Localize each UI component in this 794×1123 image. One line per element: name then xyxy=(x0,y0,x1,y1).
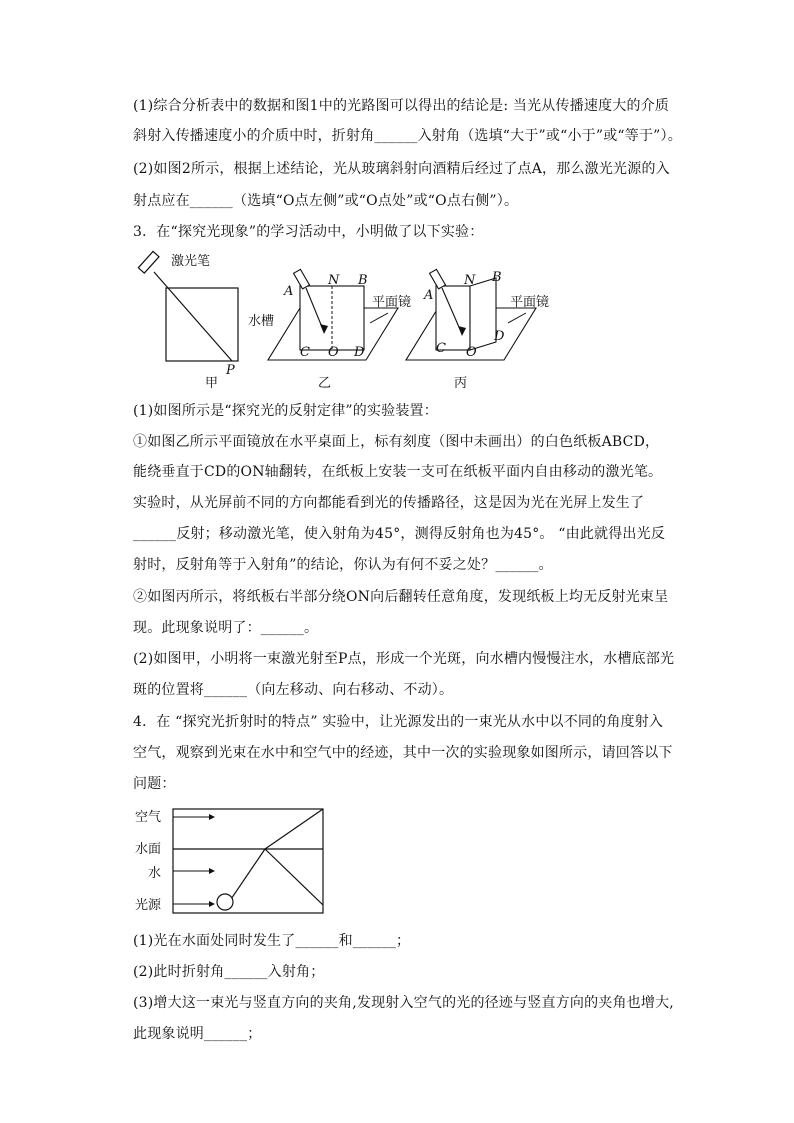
water-pointer-arrowhead xyxy=(209,868,215,874)
water-surface-label: 水面 xyxy=(135,842,162,857)
figure-jia-caption: 甲 xyxy=(205,376,219,391)
q3-s1a-line3: 实验时，从光屏前不同的方向都能看到光的传播路径，这是因为光在光屏上发生了 xyxy=(133,495,645,511)
tank-label: 水槽 xyxy=(248,314,275,329)
q4-a2: (2)此时折射角______入射角； xyxy=(133,964,325,980)
air-label: 空气 xyxy=(135,810,162,825)
q4-a3-line1: (3)增大这一束光与竖直方向的夹角,发现射入空气的光的径迹与竖直方向的夹角也增大, xyxy=(133,995,674,1011)
label-C: C xyxy=(436,341,446,356)
q3-s1a-line4: ______反射；移动激光笔，使入射角为45°，测得反射角也为45°。 “由此就得出光反 xyxy=(133,526,666,542)
q3-s2-line1: (2)如图甲，小明将一束激光射至P点，形成一个光斑，向水槽内慢慢注水，水槽底部光 xyxy=(133,651,675,667)
laser-pen xyxy=(138,251,159,273)
label-C: C xyxy=(300,345,310,360)
label-O: O xyxy=(328,345,339,360)
q3-s1a-line5: 射时，反射角等于入射角”的结论，你认为有何不妥之处？______。 xyxy=(133,557,553,573)
point-P-label: P xyxy=(226,363,235,378)
q3-s1: (1)如图所示是“探究光的反射定律”的实验装置： xyxy=(133,403,438,419)
q4-title-line2: 空气，观察到光束在水中和空气中的经迹，其中一次的实验现象如图所示，请回答以下 xyxy=(133,745,673,761)
q3-s2-line2: 斑的位置将______（向左移动、向右移动、不动）。 xyxy=(133,682,454,698)
label-N: N xyxy=(328,273,340,288)
air-pointer-arrowhead xyxy=(209,814,215,820)
q2-part2-line2: 射点应在______（选填“O点左侧”或“O点处”或“O点右侧”）。 xyxy=(133,193,519,209)
figure-yi xyxy=(262,268,412,392)
laser-label: 激光笔 xyxy=(171,254,211,269)
q3-s1b-line2: 现。此现象说明了：______。 xyxy=(133,620,319,636)
water-label: 水 xyxy=(148,866,162,881)
refraction-figure xyxy=(133,805,328,917)
label-A: A xyxy=(424,288,434,303)
source-pointer-arrowhead xyxy=(209,901,215,907)
q3-s1b-line1: ②如图丙所示，将纸板右半部分绕ON向后翻转任意角度，发现纸板上均无反射光束呈 xyxy=(133,589,669,605)
label-O: O xyxy=(466,345,477,360)
q4-a3-line2: 此现象说明______； xyxy=(133,1026,262,1042)
label-D: D xyxy=(494,329,505,344)
mirror-label-pointer xyxy=(508,313,526,323)
label-B: B xyxy=(492,270,502,285)
water-tank-box xyxy=(166,288,238,361)
mirror-label: 平面镜 xyxy=(510,295,550,310)
label-N: N xyxy=(464,273,476,288)
label-A: A xyxy=(284,284,294,299)
q4-title-line1: 4．在 “探究光折射时的特点” 实验中，让光源发出的一束光从水中以不同的角度射入 xyxy=(133,714,664,730)
q4-title-line3: 问题： xyxy=(133,776,176,792)
label-B: B xyxy=(358,273,368,288)
label-D: D xyxy=(354,345,365,360)
incident-ray xyxy=(227,849,265,905)
q3-s1a-line2: 能绕垂直于CD的ON轴翻转，在纸板上安装一支可在纸板平面内自由移动的激光笔。 xyxy=(133,464,663,480)
reflected-ray xyxy=(265,849,323,905)
q2-part2-line1: (2)如图2所示，根据上述结论，光从玻璃斜射向酒精后经过了点A，那么激光光源的入 xyxy=(133,161,670,177)
light-source-label: 光源 xyxy=(135,898,162,913)
figure-jia xyxy=(128,250,275,392)
q4-a1: (1)光在水面处同时发生了______和______； xyxy=(133,933,411,949)
refracted-ray xyxy=(265,809,323,849)
paper-board-right-flipped xyxy=(470,278,496,350)
mirror-label: 平面镜 xyxy=(372,295,412,310)
laser-pen xyxy=(294,269,310,289)
light-source-circle xyxy=(217,894,233,910)
q2-part1-line1: (1)综合分析表中的数据和图1中的光路图可以得出的结论是: 当光从传播速度大的介质 xyxy=(133,98,670,114)
q3-s1a-line1: ①如图乙所示平面镜放在水平桌面上，标有刻度（图中未画出）的白色纸板ABCD， xyxy=(133,434,660,450)
mirror-label-pointer xyxy=(370,313,388,323)
q3-title: 3．在“探究光现象”的学习活动中，小明做了以下实验： xyxy=(133,224,484,240)
laser-pen xyxy=(430,269,446,289)
figure-yi-caption: 乙 xyxy=(318,376,332,391)
figure-bing xyxy=(400,268,560,392)
q2-part1-line2: 斜射入传播速度小的介质中时，折射角______入射角（选填“大于”或“小于”或“等于”）。 xyxy=(133,128,682,144)
figure-bing-caption: 丙 xyxy=(454,376,468,391)
